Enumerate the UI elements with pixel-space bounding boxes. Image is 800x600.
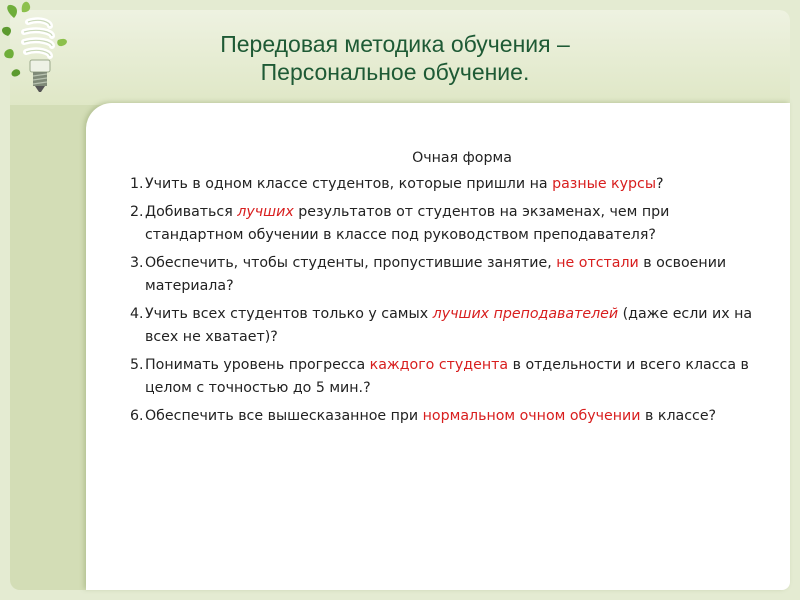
list-item-text: Обеспечить, чтобы студенты, пропустившие занятие,	[145, 255, 557, 271]
list-item-text: ?	[656, 176, 664, 192]
list-item	[130, 201, 758, 247]
list-item-text: Учить всех студентов только у самых	[145, 306, 433, 322]
numbered-list	[130, 173, 758, 428]
list-item	[130, 405, 758, 428]
list-item-number: 6.	[130, 408, 144, 424]
list-item-text: в освоении материала?	[145, 255, 727, 294]
list-item-text: (даже если их на всех не хватает)?	[145, 306, 753, 345]
highlighted-text: лучших преподавателей	[432, 306, 619, 322]
list-item	[130, 303, 758, 349]
highlighted-text: каждого студента	[369, 357, 509, 373]
list-item-number: 4.	[130, 306, 144, 322]
highlighted-text: лучших	[237, 204, 294, 220]
list-item	[130, 173, 758, 196]
list-item-text: в классе?	[640, 408, 717, 424]
slide-body	[130, 147, 758, 433]
list-item-text: в отдельности и всего класса в целом с точностью до 5 мин.?	[145, 357, 749, 396]
highlighted-text: нормальном очном обучении	[422, 408, 641, 424]
energy-saving-bulb-logo-icon	[0, 0, 80, 104]
list-item-text: Добиваться	[145, 204, 238, 220]
highlighted-text: не отстали	[556, 255, 639, 271]
list-item-text: результатов от студентов на экзаменах, чем при стандартном обучении в классе под руководством преподавателя?	[145, 204, 670, 243]
list-item-number: 1.	[130, 176, 144, 192]
list-item-text: Понимать уровень прогресса	[145, 357, 370, 373]
title-line-1: Передовая методика обучения –	[220, 31, 570, 57]
section-subtitle: Очная форма	[412, 150, 512, 166]
list-item	[130, 252, 758, 298]
list-item-text: Обеспечить все вышесказанное при	[145, 408, 423, 424]
highlighted-text: разные курсы	[552, 176, 657, 192]
list-item	[130, 354, 758, 400]
slide-title	[170, 30, 620, 86]
list-item-number: 3.	[130, 255, 144, 271]
list-item-text: Учить в одном классе студентов, которые пришли на	[145, 176, 553, 192]
list-item-number: 5.	[130, 357, 144, 373]
title-line-2: Персональное обучение.	[260, 59, 530, 85]
list-item-number: 2.	[130, 204, 144, 220]
